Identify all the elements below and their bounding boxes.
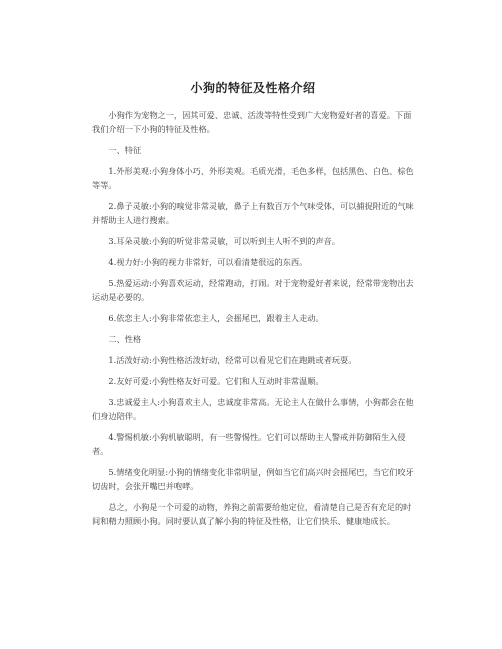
conclusion-paragraph: 总之，小狗是一个可爱的动物，养狗之前需要给他定位，看清楚自己是否有充足的时间和精力照顾小狗。同时要认真了解小狗的特征及性格，让它们快乐、健康地成长。	[92, 502, 412, 526]
feature-item: 2.鼻子灵敏:小狗的嗅觉非常灵敏，鼻子上有数百万个气味受体，可以捕捉附近的气味并帮助主人进行搜索。	[92, 201, 414, 225]
feature-item: 3.耳朵灵敏:小狗的听觉非常灵敏，可以听到主人听不到的声音。	[108, 236, 341, 246]
document-title: 小狗的特征及性格介绍	[190, 81, 316, 95]
feature-item: 5.热爱运动:小狗喜欢运动，经常跑动，打闹。对于宠物爱好者来说，经常带宠物出去运动是必要的。	[92, 278, 414, 302]
personality-item: 2.友好可爱:小狗性格友好可爱。它们和人互动时非常温顺。	[108, 376, 324, 386]
feature-item: 6.依恋主人:小狗非常依恋主人，会摇尾巴，跟着主人走动。	[108, 313, 324, 323]
feature-item: 4.视力好:小狗的视力非常好，可以看清楚很远的东西。	[108, 257, 308, 267]
intro-paragraph: 小狗作为宠物之一，因其可爱、忠诚、活泼等特性受到广大宠物爱好者的喜爱。下面我们介绍一下小狗的特征及性格。	[92, 110, 412, 134]
personality-item: 1.活泼好动:小狗性格活泼好动，经常可以看见它们在跑跳或者玩耍。	[108, 355, 357, 365]
section-heading-personality: 二、性格	[108, 334, 142, 344]
feature-item: 1.外形美观:小狗身体小巧、外形美观。毛质光滑，毛色多样，包括黑色、白色、棕色等等。	[92, 166, 414, 190]
personality-item: 3.忠诚爱主人:小狗喜欢主人，忠诚度非常高。无论主人在做什么事情，小狗都会在他们身边陪伴。	[92, 397, 414, 421]
section-heading-features: 一、特征	[108, 145, 142, 155]
personality-item: 5.情绪变化明显:小狗的情绪变化非常明显，例如当它们高兴时会摇尾巴，当它们咬牙切齿时，会张开嘴巴并咆哮。	[92, 467, 414, 491]
personality-item: 4.警惕机敏:小狗机敏聪明，有一些警惕性。它们可以帮助主人警戒并防御陌生入侵者。	[92, 432, 406, 456]
